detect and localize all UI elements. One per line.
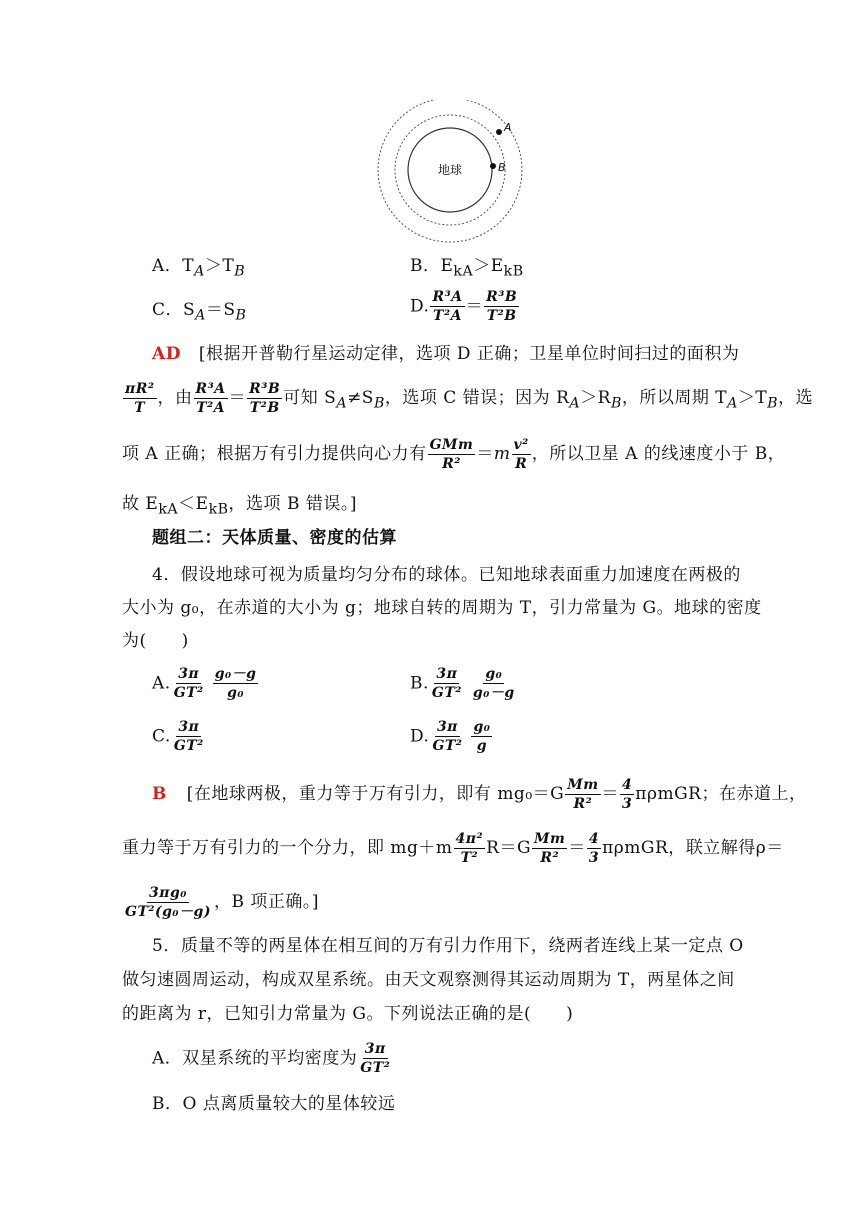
q3-answer-line3: 项 A 正确；根据万有引力提供向心力有 $\frac{\text{GMm}}{\text{R²}}$ ＝m $\frac{\text{v²}}{R}$ ，所以卫星 A 的线速度小于 B， xyxy=(122,437,786,472)
section-title: 题组二：天体质量、密度的估算 xyxy=(152,528,397,548)
q4-option-d: D. $\frac{3\pi}{\text{GT²}}$ $\frac{\text{g₀}}{g}$ xyxy=(410,719,491,754)
q4-line1: 4．假设地球可视为质量均匀分布的球体。已知地球表面重力加速度在两极的 xyxy=(152,565,741,585)
q3-answer-line2: $\frac{\text{πR²}}{T}$ ，由 $\frac{\text{R³A}}{\text{T²A}}$ ＝ $\frac{\text{R³B}}{\text{T²B}}$ 可知 $S_A\ne S_B$，选项 C 错误；因为 $R_A>R_B$，所以周期 $T_A>T_B$，选 xyxy=(125,381,814,416)
q5-line1: 5．质量不等的两星体在相互间的万有引力作用下，绕两者连线上某一定点 O xyxy=(152,936,744,956)
q3-option-b: B．$E_{kA}>E_{kB}$ xyxy=(410,256,524,280)
earth-label: 地球 xyxy=(437,163,463,177)
q3-answer-letter: AD xyxy=(152,344,181,364)
satellite-a-dot xyxy=(496,129,502,135)
q4-answer-letter: B xyxy=(152,784,167,804)
q4-option-c: C. $\frac{3\pi}{\text{GT²}}$ xyxy=(152,719,204,754)
q3-answer-line1: AD [根据开普勒行星运动定律，选项 D 正确；卫星单位时间扫过的面积为 xyxy=(152,344,740,364)
q4-line2: 大小为 g₀，在赤道的大小为 g；地球自转的周期为 T，引力常量为 G。地球的密度 xyxy=(122,598,762,618)
q4-answer-line1: B [在地球两极，重力等于万有引力，即有 mg₀＝G $\frac{Mm}{\text{R²}}$ ＝ $\frac{4}{3}$ πρmGR；在赤道上， xyxy=(152,777,807,812)
q3-answer-line4: 故 $E_{kA}<E_{kB}$，选项 B 错误。] xyxy=(122,494,357,518)
q5-line3: 的距离为 r，已知引力常量为 G。下列说法正确的是( ) xyxy=(122,1004,574,1024)
satellite-b-dot xyxy=(490,163,496,169)
q5-line2: 做匀速圆周运动，构成双星系统。由天文观察测得其运动周期为 T，两星体之间 xyxy=(122,970,735,990)
q4-option-b: B. $\frac{3\pi}{\text{GT²}}$ $\frac{\text{g₀}}{\text{g₀－g}}$ xyxy=(410,666,515,701)
q5-option-b: B．O 点离质量较大的星体较远 xyxy=(152,1094,396,1114)
q5-option-a: A．双星系统的平均密度为 $\frac{3\pi}{\text{GT²}}$ xyxy=(152,1041,391,1076)
q4-answer-line2: 重力等于万有引力的一个分力，即 mg＋m $\frac{\text{4π²}}{\text{T²}}$ R＝G $\frac{Mm}{\text{R²}}$ ＝ $\frac{4}{3}$ πρmGR，联立解得ρ＝ xyxy=(122,831,784,866)
q4-answer-line3: $\frac{\text{3πg₀}}{\text{GT²(g₀－g)}}$ ，B 项正确。] xyxy=(125,885,319,920)
q3-option-d: D. $\frac{\text{R³A}}{\text{T²A}}$ ＝ $\frac{\text{R³B}}{\text{T²B}}$ xyxy=(410,289,518,324)
satellite-b-label: B xyxy=(498,161,506,174)
satellite-a-label: A xyxy=(504,121,512,134)
orbit-diagram xyxy=(370,100,530,250)
q3-option-c: C．$S_A=S_B$ xyxy=(152,300,247,324)
q4-line3: 为( ) xyxy=(122,631,189,651)
q4-option-a: A. $\frac{3\pi}{\text{GT²}}$ $\frac{\text{g₀－g}}{\text{g₀}}$ xyxy=(152,666,257,701)
q3-option-a: A．$T_A>T_B$ xyxy=(152,256,246,280)
